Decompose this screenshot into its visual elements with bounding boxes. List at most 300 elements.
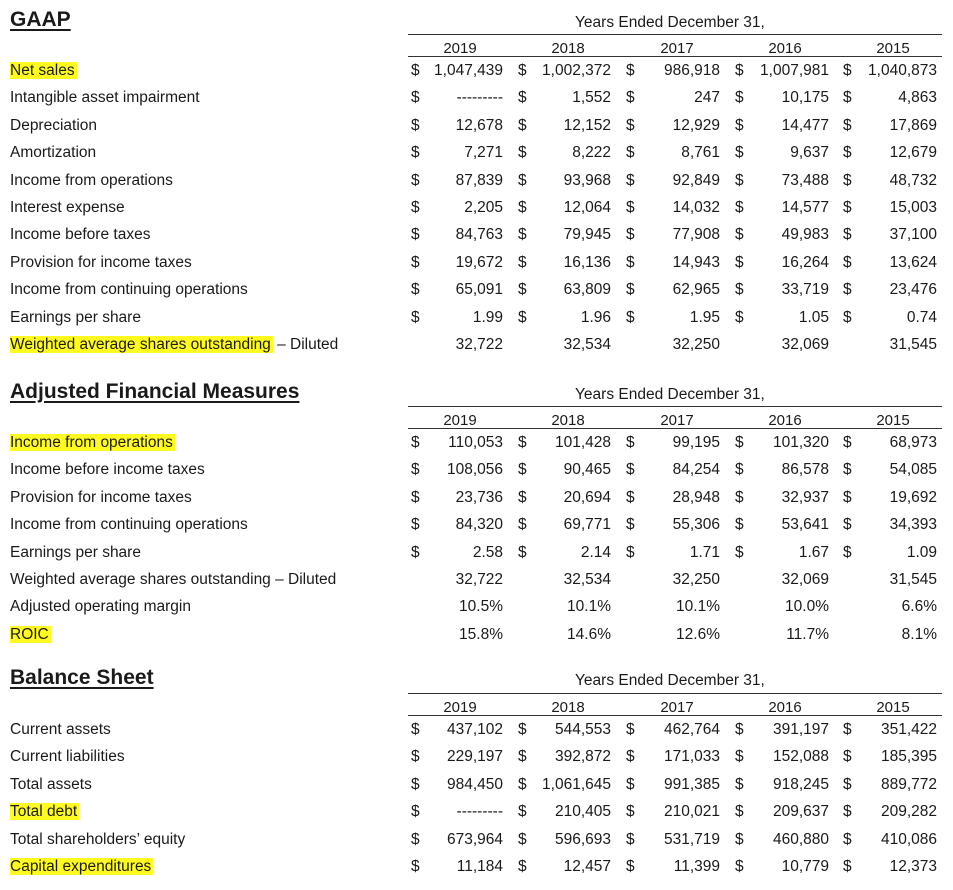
row-label [10,748,125,766]
dollar-sign: $ [735,226,744,244]
dollar-sign: $ [626,116,635,134]
year-header: 2016 [768,40,802,57]
cell-value: 7,271 [464,144,503,162]
cell-value: 1.05 [798,308,829,326]
dollar-sign: $ [843,858,852,875]
dollar-sign: $ [735,281,744,299]
cell-value: 1.09 [906,543,937,561]
cell-value: 32,722 [455,571,503,588]
row-label-text: Current liabilities [10,748,125,766]
dollar-sign: $ [843,516,852,534]
cell-value: 84,320 [455,516,503,534]
cell-value: 152,088 [772,748,829,766]
year-header: 2015 [876,699,910,716]
dollar-sign: $ [518,748,527,766]
cell-value: 93,968 [563,171,611,189]
cell-value: 209,282 [880,803,937,821]
cell-value: 889,772 [880,775,937,793]
cell-value: 12,457 [563,858,611,875]
dollar-sign: $ [518,308,527,326]
cell-value: 16,264 [781,253,829,271]
years-ended-header: Years Ended December 31, [575,672,765,689]
dollar-sign: $ [518,434,527,451]
dollar-sign: $ [843,253,852,271]
dollar-sign: $ [518,226,527,244]
dollar-sign: $ [626,830,635,848]
dollar-sign: $ [735,89,744,107]
cell-value: 1,047,439 [434,62,503,79]
dollar-sign: $ [843,89,852,107]
dollar-sign: $ [411,199,420,216]
cell-value: 918,245 [772,775,829,793]
cell-value: 531,719 [663,830,720,848]
cell-value: 16,136 [563,253,611,271]
dollar-sign: $ [518,144,527,162]
cell-value: 19,672 [455,253,503,271]
dollar-sign: $ [843,226,852,244]
row-label-text: Weighted average shares outstanding [10,336,271,353]
year-header: 2019 [443,40,477,57]
header-rule [408,693,942,694]
dollar-sign: $ [411,461,420,479]
dollar-sign: $ [843,830,852,848]
dollar-sign: $ [843,144,852,162]
cell-value: 11,184 [456,858,503,875]
cell-value: 229,197 [446,748,503,766]
cell-value: 12,929 [672,116,720,134]
cell-value: 108,056 [446,461,503,479]
dollar-sign: $ [735,144,744,162]
dollar-sign: $ [518,116,527,134]
year-header: 2015 [876,40,910,57]
dollar-sign: $ [843,775,852,793]
cell-value: 991,385 [663,775,720,793]
cell-value: 15,003 [889,199,937,216]
dollar-sign: $ [518,488,527,506]
dollar-sign: $ [518,543,527,561]
row-label [10,336,338,354]
cell-value: 77,908 [672,226,720,244]
dollar-sign: $ [411,830,420,848]
cell-value: 460,880 [772,830,829,848]
row-label-text: Interest expense [10,199,125,216]
cell-value: 673,964 [446,830,503,848]
dollar-sign: $ [626,199,635,216]
dollar-sign: $ [843,199,852,216]
cell-value: 12,064 [563,199,611,216]
year-header: 2019 [443,699,477,716]
dollar-sign: $ [735,308,744,326]
dollar-sign: $ [626,858,635,875]
cell-value: 410,086 [880,830,937,848]
cell-value: 247 [694,89,720,107]
row-label [10,858,153,876]
cell-value: 14,032 [672,199,720,216]
dollar-sign: $ [843,434,852,451]
dollar-sign: $ [518,171,527,189]
year-header: 2016 [768,699,802,716]
dollar-sign: $ [518,775,527,793]
dollar-sign: $ [843,171,852,189]
header-rule [408,406,942,407]
cell-value: 73,488 [781,171,829,189]
row-label [10,199,125,217]
cell-value: 12,679 [889,144,937,162]
cell-value: --------- [456,89,503,107]
cell-value: 2.14 [580,543,611,561]
cell-value: 49,983 [781,226,829,244]
row-label-text: Depreciation [10,116,98,134]
year-header: 2019 [443,412,477,429]
row-label-text: Capital expenditures [10,858,152,875]
row-label-text: Income from operations [10,171,173,189]
dollar-sign: $ [518,516,527,534]
dollar-sign: $ [626,89,635,107]
cell-value: 23,736 [455,488,503,506]
dollar-sign: $ [735,803,744,821]
cell-value: 87,839 [455,171,503,189]
dollar-sign: $ [411,253,420,271]
dollar-sign: $ [626,171,635,189]
row-label-text: Intangible asset impairment [10,89,200,107]
cell-value: 12,152 [563,116,611,134]
dollar-sign: $ [518,281,527,299]
dollar-sign: $ [843,461,852,479]
cell-value: 1.96 [580,308,611,326]
cell-value: 12.6% [676,625,720,643]
dollar-sign: $ [411,543,420,561]
cell-value: 86,578 [781,461,829,479]
row-label [10,226,150,244]
cell-value: 210,021 [663,803,720,821]
dollar-sign: $ [843,281,852,299]
dollar-sign: $ [843,308,852,326]
dollar-sign: $ [626,748,635,766]
dollar-sign: $ [411,116,420,134]
dollar-sign: $ [626,226,635,244]
row-label [10,803,79,821]
cell-value: 10.1% [676,598,720,616]
cell-value: 55,306 [672,516,720,534]
dollar-sign: $ [735,748,744,766]
cell-value: 210,405 [554,803,611,821]
dollar-sign: $ [843,721,852,738]
cell-value: 32,069 [781,336,829,353]
cell-value: 8.1% [901,625,937,643]
cell-value: 12,373 [889,858,937,875]
row-label [10,571,336,589]
row-label-text: Provision for income taxes [10,253,192,271]
dollar-sign: $ [518,199,527,216]
cell-value: 596,693 [554,830,611,848]
cell-value: 9,637 [790,144,829,162]
cell-value: 11,399 [673,858,720,875]
dollar-sign: $ [518,830,527,848]
row-label [10,434,175,452]
dollar-sign: $ [626,308,635,326]
row-label [10,721,111,739]
dollar-sign: $ [843,543,852,561]
row-label-text: Income from continuing operations [10,281,248,299]
cell-value: 62,965 [672,281,720,299]
row-label [10,281,248,299]
cell-value: 32,534 [563,336,611,353]
row-label-text: Income before income taxes [10,461,205,479]
cell-value: 544,553 [554,721,611,738]
dollar-sign: $ [411,803,420,821]
cell-value: 68,973 [889,434,937,451]
dollar-sign: $ [843,62,852,79]
row-label-text: ROIC [10,625,49,643]
cell-value: 391,197 [772,721,829,738]
row-label [10,489,192,507]
section-title: Balance Sheet [10,666,154,689]
dollar-sign: $ [735,199,744,216]
dollar-sign: $ [518,858,527,875]
cell-value: 63,809 [563,281,611,299]
dollar-sign: $ [411,775,420,793]
cell-value: 20,694 [563,488,611,506]
cell-value: 13,624 [889,253,937,271]
row-label-text: Provision for income taxes [10,488,192,506]
row-label-text: Amortization [10,144,97,162]
dollar-sign: $ [518,461,527,479]
row-label [10,516,248,534]
cell-value: 1,007,981 [760,62,829,79]
cell-value: 84,763 [455,226,503,244]
cell-value: 2.58 [472,543,503,561]
row-label [10,626,51,644]
cell-value: 8,222 [572,144,611,162]
cell-value: 4,863 [898,89,937,107]
cell-value: 6.6% [901,598,937,616]
row-label-text: Weighted average shares outstanding – Diluted [10,571,337,588]
dollar-sign: $ [626,803,635,821]
row-label-text: Earnings per share [10,308,141,326]
dollar-sign: $ [411,488,420,506]
dollar-sign: $ [735,488,744,506]
cell-value: 101,428 [554,434,611,451]
dollar-sign: $ [518,253,527,271]
dollar-sign: $ [411,721,420,738]
cell-value: 462,764 [663,721,720,738]
row-label [10,831,185,849]
cell-value: 32,937 [781,488,829,506]
cell-value: 1.71 [689,543,720,561]
cell-value: 34,393 [889,516,937,534]
cell-value: 31,545 [889,571,937,588]
dollar-sign: $ [626,281,635,299]
row-label [10,461,205,479]
dollar-sign: $ [518,803,527,821]
cell-value: 437,102 [446,721,503,738]
cell-value: 17,869 [889,116,937,134]
cell-value: 32,534 [563,571,611,588]
dollar-sign: $ [626,434,635,451]
cell-value: 10.0% [785,598,829,616]
row-label [10,117,97,135]
dollar-sign: $ [626,721,635,738]
cell-value: 15.8% [459,625,503,643]
dollar-sign: $ [411,434,420,451]
cell-value: 10.1% [567,598,611,616]
cell-value: 23,476 [889,281,937,299]
year-header: 2017 [660,699,694,716]
cell-value: 32,250 [672,336,720,353]
year-header: 2015 [876,412,910,429]
cell-value: 1,061,645 [542,775,611,793]
cell-value: 31,545 [889,336,937,353]
row-label-text: Income from continuing operations [10,516,248,534]
dollar-sign: $ [735,461,744,479]
row-label-text: Total debt [10,803,78,821]
dollar-sign: $ [518,89,527,107]
cell-value: 2,205 [464,199,503,216]
row-label-text: Income before taxes [10,226,151,244]
dollar-sign: $ [411,516,420,534]
dollar-sign: $ [735,434,744,451]
dollar-sign: $ [626,253,635,271]
header-rule [408,34,942,35]
cell-value: 14,943 [672,253,720,271]
row-label [10,89,200,107]
dollar-sign: $ [735,62,744,79]
row-label [10,172,173,190]
dollar-sign: $ [735,775,744,793]
cell-value: 1,040,873 [868,62,937,79]
dollar-sign: $ [843,803,852,821]
cell-value: 8,761 [681,144,720,162]
row-label [10,309,141,327]
dollar-sign: $ [411,62,420,79]
dollar-sign: $ [843,116,852,134]
section-title: GAAP [10,8,71,31]
year-header: 2018 [551,699,585,716]
dollar-sign: $ [411,308,420,326]
dollar-sign: $ [735,171,744,189]
dollar-sign: $ [626,516,635,534]
cell-value: 69,771 [563,516,611,534]
cell-value: 14,577 [781,199,829,216]
row-label [10,144,96,162]
dollar-sign: $ [626,775,635,793]
dollar-sign: $ [411,281,420,299]
cell-value: 12,678 [455,116,503,134]
cell-value: 99,195 [672,434,720,451]
dollar-sign: $ [843,488,852,506]
cell-value: 84,254 [672,461,720,479]
dollar-sign: $ [411,858,420,875]
cell-value: 32,069 [781,571,829,588]
cell-value: 32,250 [672,571,720,588]
dollar-sign: $ [735,721,744,738]
section-title: Adjusted Financial Measures [10,380,300,403]
cell-value: 185,395 [880,748,937,766]
dollar-sign: $ [735,253,744,271]
dollar-sign: $ [735,543,744,561]
cell-value: 1.99 [472,308,503,326]
years-ended-header: Years Ended December 31, [575,386,765,403]
dollar-sign: $ [735,116,744,134]
year-header: 2016 [768,412,802,429]
dollar-sign: $ [518,62,527,79]
cell-value: 0.74 [906,308,937,326]
cell-value: 986,918 [663,62,720,79]
cell-value: 14.6% [567,625,611,643]
year-header: 2018 [551,412,585,429]
dollar-sign: $ [626,461,635,479]
cell-value: 110,053 [448,434,503,451]
row-label [10,254,192,272]
dollar-sign: $ [518,721,527,738]
cell-value: 33,719 [781,281,829,299]
year-header: 2017 [660,40,694,57]
cell-value: 53,641 [781,516,829,534]
cell-value: 1.95 [689,308,720,326]
dollar-sign: $ [411,226,420,244]
row-label-text: Earnings per share [10,543,141,561]
dollar-sign: $ [626,144,635,162]
cell-value: 1,002,372 [542,62,611,79]
cell-value: 984,450 [446,775,503,793]
row-label-text: Total shareholders’ equity [10,830,186,848]
cell-value: 101,320 [772,434,829,451]
row-label-text: Total assets [10,775,92,793]
cell-value: --------- [456,803,503,821]
cell-value: 65,091 [455,281,503,299]
year-header: 2017 [660,412,694,429]
row-label-text: Current assets [10,721,111,738]
cell-value: 351,422 [880,721,937,738]
dollar-sign: $ [735,830,744,848]
cell-value: 28,948 [672,488,720,506]
row-label-text: Income from operations [10,434,173,451]
cell-value: 19,692 [889,488,937,506]
row-label-text: Net sales [10,62,75,79]
dollar-sign: $ [626,543,635,561]
dollar-sign: $ [411,144,420,162]
cell-value: 10,175 [781,89,829,107]
row-label [10,544,141,562]
cell-value: 392,872 [554,748,611,766]
row-label-text: Adjusted operating margin [10,598,191,616]
cell-value: 79,945 [563,226,611,244]
cell-value: 37,100 [889,226,937,244]
dollar-sign: $ [626,62,635,79]
cell-value: 10.5% [459,598,503,616]
cell-value: 11.7% [786,625,829,643]
cell-value: 48,732 [889,171,937,189]
dollar-sign: $ [843,748,852,766]
cell-value: 54,085 [889,461,937,479]
cell-value: 32,722 [455,336,503,353]
cell-value: 209,637 [772,803,829,821]
year-header: 2018 [551,40,585,57]
row-label [10,776,92,794]
row-label-suffix: – Diluted [272,336,339,353]
dollar-sign: $ [735,516,744,534]
cell-value: 171,033 [663,748,720,766]
cell-value: 10,779 [781,858,829,875]
cell-value: 1.67 [798,543,829,561]
cell-value: 1,552 [572,89,611,107]
dollar-sign: $ [735,858,744,875]
cell-value: 90,465 [563,461,611,479]
years-ended-header: Years Ended December 31, [575,14,765,31]
row-label [10,62,77,80]
dollar-sign: $ [411,171,420,189]
dollar-sign: $ [411,748,420,766]
